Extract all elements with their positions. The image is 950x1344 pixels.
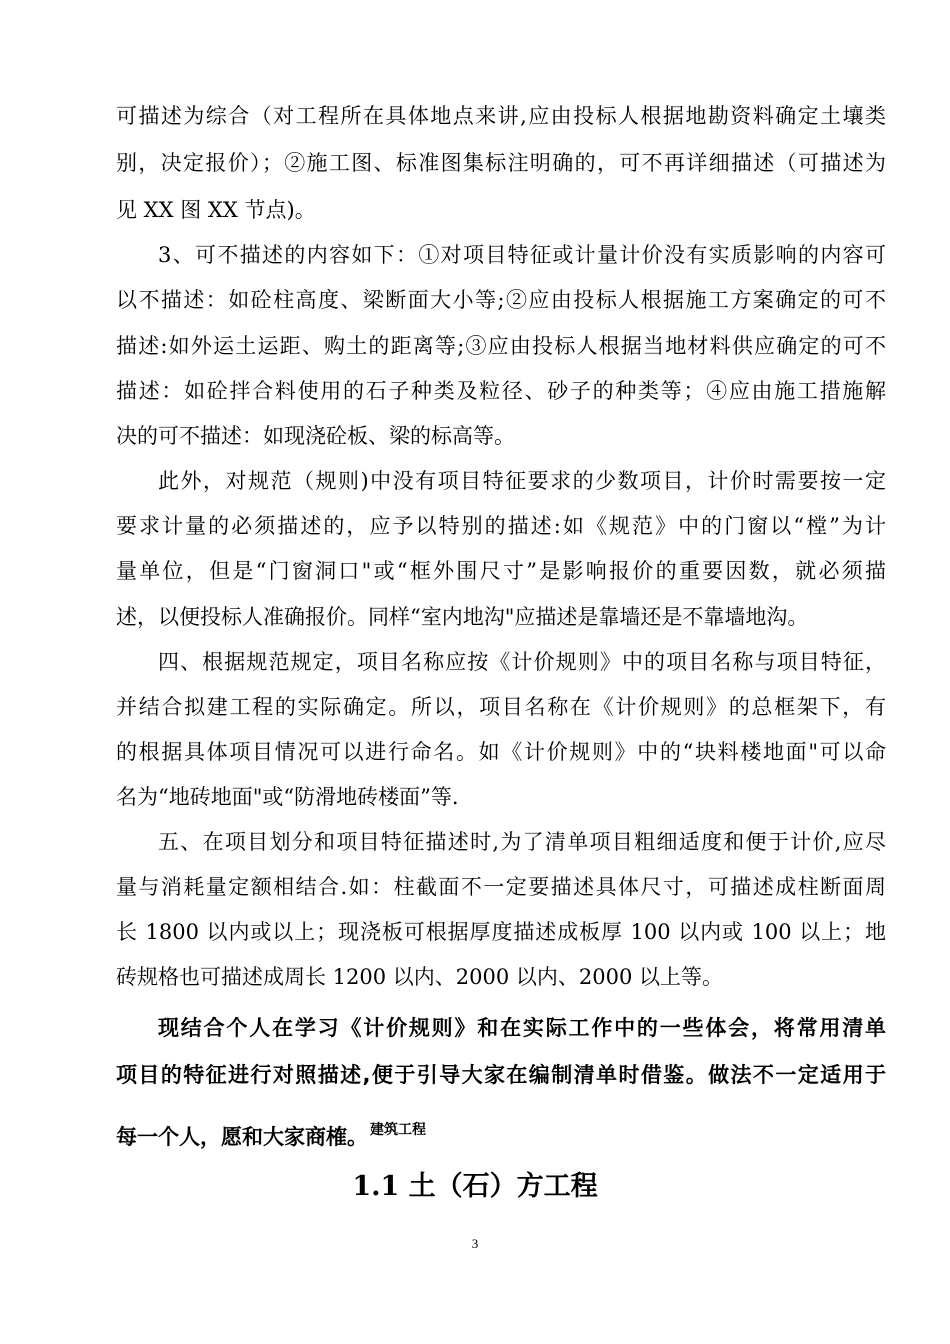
paragraph-line: 以不描述：如砼柱高度、梁断面大小等;②应由投标人根据施工方案确定的可不 (116, 288, 886, 312)
section-heading: 1.1 土（石）方工程 (352, 1171, 598, 1202)
paragraph-line: 四、根据规范规定，项目名称应按《计价规则》中的项目名称与项目特征， (158, 650, 886, 674)
paragraph-line: 3、可不描述的内容如下：①对项目特征或计量计价没有实质影响的内容可 (158, 243, 886, 267)
paragraph-line: 量单位，但是“门窗洞口"或“框外围尺寸”是影响报价的重要因数，就必须描 (116, 559, 886, 583)
paragraph-line: 每一个人，愿和大家商榷。 (116, 1125, 368, 1149)
paragraph-line: 长 1800 以内或以上；现浇板可根据厚度描述成板厚 100 以内或 100 以上；地 (116, 920, 886, 944)
paragraph-line: 要求计量的必须描述的，应予以特别的描述:如《规范》中的门窗以“樘”为计 (116, 514, 886, 538)
paragraph-line: 五、在项目划分和项目特征描述时,为了清单项目粗细适度和便于计价,应尽 (158, 830, 886, 854)
paragraph-line: 别，决定报价）；②施工图、标准图集标注明确的，可不再详细描述（可描述为 (116, 151, 886, 175)
paragraph-line: 并结合拟建工程的实际确定。所以，项目名称在《计价规则》的总框架下，有 (116, 695, 886, 719)
paragraph-line: 述，以便投标人准确报价。同样“室内地沟"应描述是靠墙还是不靠墙地沟。 (116, 605, 809, 629)
paragraph-line: 此外，对规范（规则)中没有项目特征要求的少数项目，计价时需要按一定 (158, 469, 886, 493)
paragraph-line: 描述：如砼拌合料使用的石子种类及粒径、砂子的种类等；④应由施工措施解 (116, 379, 886, 403)
superscript-note: 建筑工程 (370, 1122, 426, 1138)
paragraph-line: 现结合个人在学习《计价规则》和在实际工作中的一些体会，将常用清单 (158, 1016, 886, 1040)
page-number: 3 (471, 1236, 479, 1251)
paragraph-line: 描述:如外运土运距、购土的距离等;③应由投标人根据当地材料供应确定的可不 (116, 334, 886, 358)
paragraph-line: 项目的特征进行对照描述,便于引导大家在编制清单时借鉴。做法不一定适用于 (116, 1063, 886, 1087)
paragraph-line-with-note (116, 1115, 886, 1152)
paragraph-line: 见 XX 图 XX 节点)。 (116, 198, 316, 222)
paragraph-line: 决的可不描述：如现浇砼板、梁的标高等。 (116, 424, 515, 448)
paragraph-line: 量与消耗量定额相结合.如：柱截面不一定要描述具体尺寸，可描述成柱断面周 (116, 875, 886, 899)
paragraph-line: 的根据具体项目情况可以进行命名。如《计价规则》中的“块料楼地面"可以命 (116, 740, 886, 764)
paragraph-line: 砖规格也可描述成周长 1200 以内、2000 以内、2000 以上等。 (116, 965, 724, 989)
paragraph-line: 可描述为综合（对工程所在具体地点来讲,应由投标人根据地勘资料确定土壤类 (116, 104, 886, 128)
paragraph-line: 名为“地砖地面"或“防滑地砖楼面”等. (116, 785, 459, 809)
